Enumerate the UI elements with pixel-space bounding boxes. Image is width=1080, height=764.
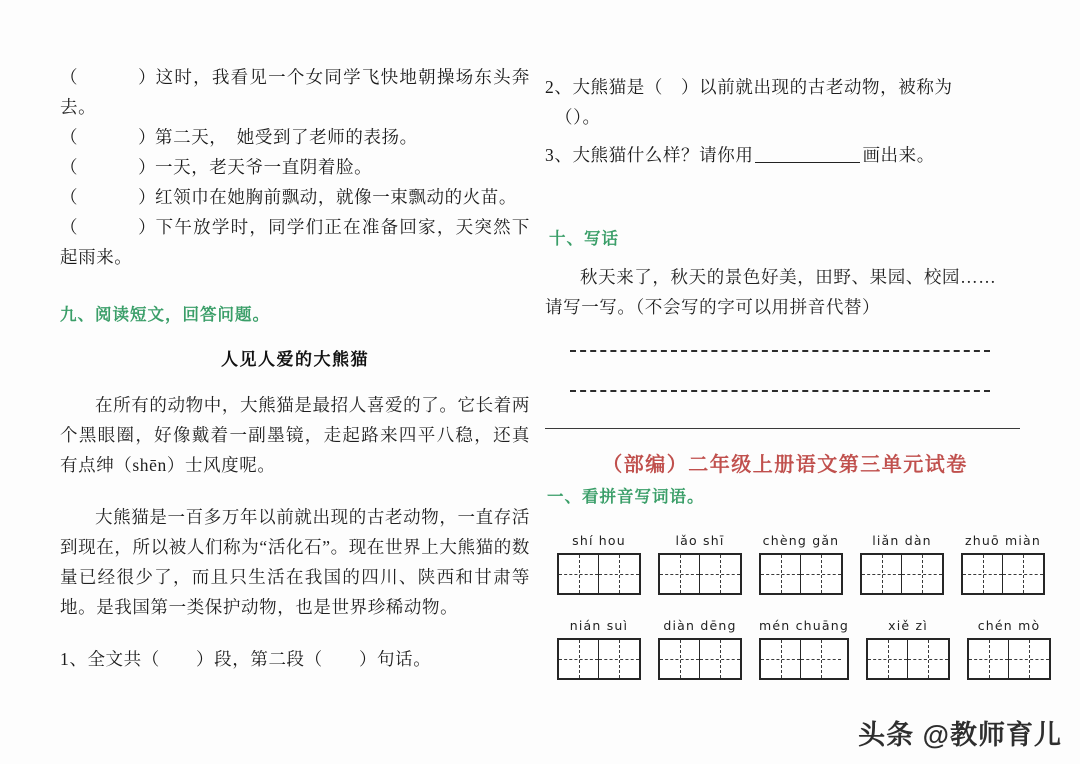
pinyin-word-group bbox=[866, 618, 950, 680]
judgement-item bbox=[60, 182, 530, 212]
article-title: 人见人爱的大熊猫 bbox=[221, 350, 369, 369]
answer-bracket[interactable] bbox=[60, 152, 155, 182]
answer-bracket[interactable] bbox=[60, 182, 155, 212]
article-paragraph: 在所有的动物中，大熊猫是最招人喜爱的了。它长着两个黑眼圈，好像戴着一副墨镜，走起路来四平八稳，还真有点绅（shēn）士风度呢。 bbox=[60, 395, 530, 475]
tianzige-grid[interactable] bbox=[759, 638, 849, 680]
bracket-open: （ bbox=[60, 157, 79, 177]
tianzige-cell[interactable] bbox=[963, 555, 1003, 593]
bracket-open: （ bbox=[60, 217, 79, 237]
pinyin-word-group bbox=[967, 618, 1051, 680]
pinyin-word-group bbox=[557, 618, 641, 680]
tianzige-cell[interactable] bbox=[868, 640, 908, 678]
tianzige-grid[interactable] bbox=[866, 638, 950, 680]
reading-question-3 bbox=[545, 140, 1025, 170]
tianzige-cell[interactable] bbox=[1003, 555, 1043, 593]
watermark-label: 头条 @教师育儿 bbox=[858, 720, 1062, 750]
judgement-item-text: 这时，我看见一个女同学飞快地朝操场东头奔去。 bbox=[60, 67, 530, 117]
pinyin-text: diàn dēng bbox=[663, 618, 737, 633]
writing-prompt bbox=[545, 262, 1015, 322]
tianzige-cell[interactable] bbox=[1009, 640, 1049, 678]
writing-prompt-line2: 请写一写。（不会写的字可以用拼音代替） bbox=[545, 297, 881, 317]
pinyin-text: chén mò bbox=[977, 618, 1041, 633]
judgement-item bbox=[60, 212, 530, 272]
pinyin-word-group bbox=[759, 533, 843, 595]
tianzige-cell[interactable] bbox=[862, 555, 902, 593]
reading-question-2-line1: 2、大熊猫是（ ）以前就出现的古老动物，被称为 bbox=[545, 77, 953, 97]
pinyin-text: xiě zì bbox=[888, 618, 928, 633]
judgement-item-text: 红领巾在她胸前飘动，就像一束飘动的火苗。 bbox=[155, 187, 517, 207]
tianzige-cell[interactable] bbox=[599, 555, 639, 593]
pinyin-word-group bbox=[759, 618, 849, 680]
reading-question-3-suffix: 画出来。 bbox=[862, 145, 935, 165]
reading-question-3-prefix: 3、大熊猫什么样？请你用 bbox=[545, 145, 754, 165]
right-column bbox=[545, 0, 1042, 764]
judgement-item-text: 下午放学时，同学们正在准备回家，天突然下起雨来。 bbox=[60, 217, 530, 267]
reading-question-1: 1、全文共（ ）段，第二段（ ）句话。 bbox=[60, 649, 432, 669]
answer-blank-underline[interactable] bbox=[755, 162, 860, 163]
tianzige-cell[interactable] bbox=[801, 555, 841, 593]
pinyin-word-group bbox=[658, 533, 742, 595]
reading-question-2 bbox=[545, 72, 1015, 132]
writing-dashed-line[interactable] bbox=[570, 350, 990, 352]
tianzige-grid[interactable] bbox=[557, 553, 641, 595]
judgement-item-text: 一天，老天爷一直阴着脸。 bbox=[155, 157, 373, 177]
judgement-question-list bbox=[60, 62, 530, 272]
bracket-open: （ bbox=[60, 67, 79, 87]
writing-dashed-line[interactable] bbox=[570, 390, 990, 392]
judgement-item bbox=[60, 62, 530, 122]
left-column bbox=[60, 0, 530, 764]
bracket-close: ） bbox=[138, 157, 157, 177]
tianzige-grid[interactable] bbox=[967, 638, 1051, 680]
bracket-close: ） bbox=[138, 217, 157, 237]
tianzige-cell[interactable] bbox=[902, 555, 942, 593]
section-nine-reading bbox=[60, 302, 530, 674]
tianzige-cell[interactable] bbox=[660, 555, 700, 593]
tianzige-grid[interactable] bbox=[759, 553, 843, 595]
paper-title: （部编）二年级上册语文第三单元试卷 bbox=[602, 454, 968, 476]
section-one-heading: 一、看拼音写词语。 bbox=[547, 487, 705, 506]
bracket-open: （ bbox=[60, 187, 79, 207]
answer-bracket[interactable] bbox=[60, 62, 155, 92]
tianzige-cell[interactable] bbox=[599, 640, 639, 678]
answer-bracket[interactable] bbox=[60, 212, 155, 242]
tianzige-grid[interactable] bbox=[658, 553, 742, 595]
tianzige-grid[interactable] bbox=[658, 638, 742, 680]
tianzige-grid[interactable] bbox=[860, 553, 944, 595]
pinyin-text: liǎn dàn bbox=[872, 533, 932, 548]
judgement-item-text: 第二天， 她受到了老师的表扬。 bbox=[155, 127, 418, 147]
pinyin-row-1 bbox=[557, 533, 1042, 595]
tianzige-grid[interactable] bbox=[557, 638, 641, 680]
page-separator-rule bbox=[545, 428, 1020, 429]
tianzige-cell[interactable] bbox=[559, 640, 599, 678]
pinyin-text: chèng gǎn bbox=[762, 533, 840, 548]
answer-bracket[interactable] bbox=[60, 122, 155, 152]
bracket-close: ） bbox=[138, 67, 157, 87]
tianzige-cell[interactable] bbox=[700, 555, 740, 593]
tianzige-cell[interactable] bbox=[761, 555, 801, 593]
pinyin-word-group bbox=[860, 533, 944, 595]
tianzige-cell[interactable] bbox=[761, 640, 801, 678]
reading-question-2-line2: （）。 bbox=[555, 107, 601, 127]
pinyin-text: zhuō miàn bbox=[964, 533, 1042, 548]
bracket-open: （ bbox=[60, 127, 79, 147]
tianzige-cell[interactable] bbox=[801, 640, 841, 678]
tianzige-cell[interactable] bbox=[908, 640, 948, 678]
section-ten-heading: 十、写话 bbox=[549, 229, 619, 248]
tianzige-cell[interactable] bbox=[969, 640, 1009, 678]
bracket-close: ） bbox=[138, 187, 157, 207]
pinyin-text: mén chuāng bbox=[759, 618, 849, 633]
pinyin-text: lǎo shī bbox=[675, 533, 725, 548]
tianzige-cell[interactable] bbox=[700, 640, 740, 678]
bracket-close: ） bbox=[138, 127, 157, 147]
pinyin-row-2 bbox=[557, 618, 1041, 680]
tianzige-cell[interactable] bbox=[660, 640, 700, 678]
writing-prompt-line1: 秋天来了，秋天的景色好美，田野、果园、校园…… bbox=[580, 267, 997, 287]
pinyin-word-group bbox=[658, 618, 742, 680]
judgement-item bbox=[60, 122, 530, 152]
pinyin-text: shí hou bbox=[572, 533, 626, 548]
tianzige-cell[interactable] bbox=[559, 555, 599, 593]
article-paragraph: 大熊猫是一百多万年以前就出现的古老动物，一直存活到现在，所以被人们称为“活化石”。现在世界上大熊猫的数量已经很少了，而且只生活在我国的四川、陕西和甘肃等地。是我国第一类保护动物，也是世界珍稀动物。 bbox=[60, 507, 530, 617]
tianzige-grid[interactable] bbox=[961, 553, 1045, 595]
pinyin-text: nián suì bbox=[569, 618, 629, 633]
pinyin-word-group bbox=[961, 533, 1045, 595]
pinyin-word-group bbox=[557, 533, 641, 595]
section-nine-heading: 九、阅读短文，回答问题。 bbox=[60, 305, 270, 324]
judgement-item bbox=[60, 152, 530, 182]
